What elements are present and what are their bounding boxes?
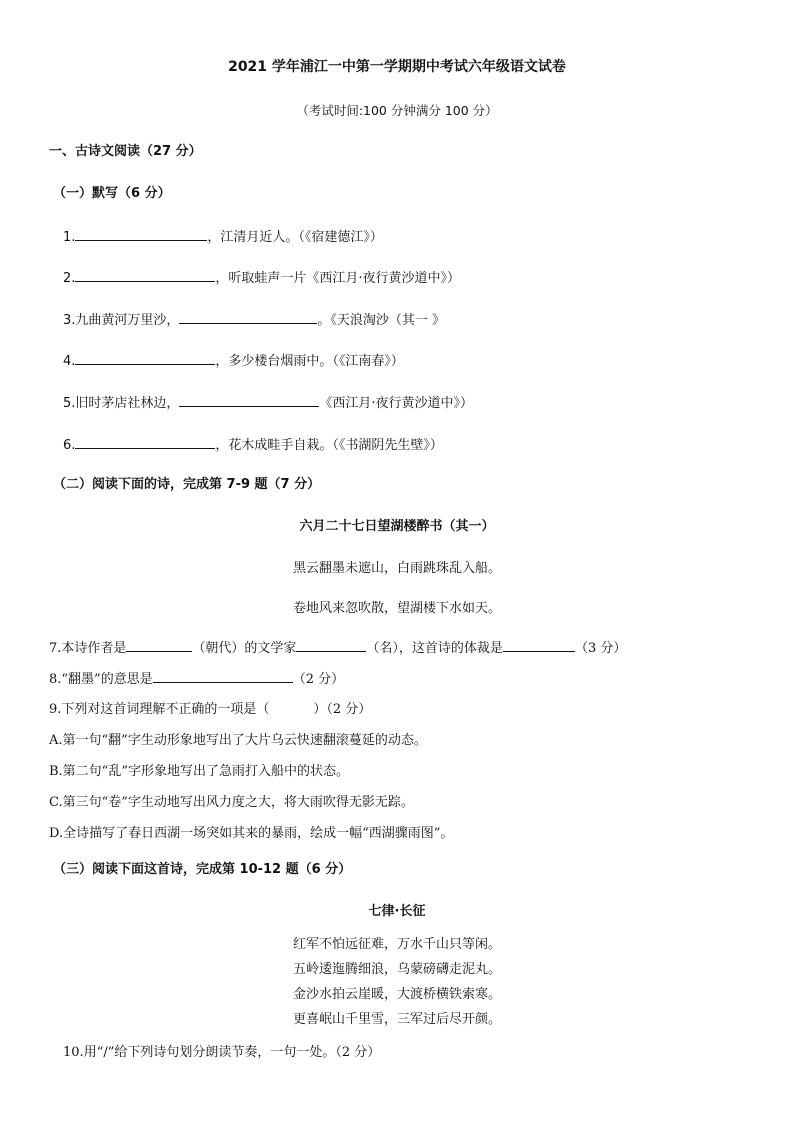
poem-line: 黑云翻墨未遮山，白雨跳珠乱入船。 — [292, 561, 501, 576]
question-10: 10.用“/”给下列诗句划分朗读节奏，一句一处。（2 分） — [63, 1045, 381, 1060]
question-9 — [49, 701, 371, 719]
poem-line: 红军不怕远征难，万水千山只等闲。 — [292, 937, 501, 952]
dictation-item-5 — [63, 393, 473, 413]
poem-title: 六月二十七日望湖楼醉书（其一） — [299, 519, 495, 534]
item-suffix: ，花木成畦手自栽。（《书湖阴先生壁》） — [215, 438, 443, 453]
author-blank[interactable] — [296, 638, 366, 652]
item-suffix: ，听取蛙声一片《西江月·夜行黄沙道中》） — [215, 271, 461, 286]
item-prefix: 4. — [63, 354, 76, 369]
meaning-blank[interactable] — [153, 669, 293, 683]
poem-line: 卷地风来忽吹散，望湖楼下水如天。 — [292, 601, 501, 616]
option-b: B.第二句“乱”字形象地写出了急雨打入船中的状态。 — [49, 764, 349, 779]
item-prefix: 3.九曲黄河万里沙， — [63, 313, 180, 328]
item-prefix: 2. — [63, 271, 76, 286]
dictation-item-1 — [63, 227, 383, 247]
dictation-item-6 — [63, 435, 443, 455]
answer-blank[interactable] — [179, 393, 319, 407]
poem-line: 五岭逶迤腾细浪，乌蒙磅礴走泥丸。 — [292, 962, 501, 977]
part2-heading: （二）阅读下面的诗，完成第 7-9 题（7 分） — [53, 477, 321, 492]
option-c: C.第三句“卷”字生动地写出风力度之大，将大雨吹得无影无踪。 — [49, 795, 414, 810]
poem-line: 金沙水拍云崖暖，大渡桥横铁索寒。 — [292, 987, 501, 1002]
option-a: A.第一句“翻”字生动形象地写出了大片乌云快速翻滚蔓延的动态。 — [49, 733, 427, 748]
dictation-item-3 — [63, 310, 445, 330]
item-suffix: 《西江月·夜行黄沙道中》） — [319, 396, 474, 411]
item-prefix: 1. — [63, 230, 76, 245]
page-title: 2021 学年浦江一中第一学期期中考试六年级语文试卷 — [228, 59, 566, 75]
q9-text-b: ）（2 分） — [313, 702, 372, 717]
part3-heading: （三）阅读下面这首诗，完成第 10-12 题（6 分） — [53, 862, 352, 877]
item-prefix: 5.旧时茅店社林边， — [63, 396, 180, 411]
q9-text-a: 9.下列对这首词理解不正确的一项是（ — [49, 702, 270, 717]
answer-blank[interactable] — [75, 227, 207, 241]
item-suffix: ，江清月近人。（《宿建德江》） — [207, 230, 383, 245]
question-8 — [49, 669, 344, 689]
dictation-item-2 — [63, 268, 460, 288]
item-prefix: 6. — [63, 438, 76, 453]
q8-text-a: 8.“翻墨”的意思是 — [49, 672, 153, 687]
dictation-item-4 — [63, 351, 404, 371]
answer-blank[interactable] — [75, 268, 215, 282]
answer-blank[interactable] — [179, 310, 317, 324]
genre-blank[interactable] — [503, 638, 575, 652]
option-d: D.全诗描写了春日西湖一场突如其来的暴雨，绘成一幅“西湖骤雨图”。 — [49, 826, 454, 841]
item-suffix: 。《天浪淘沙（其一 》 — [317, 313, 446, 328]
poem-line: 更喜岷山千里雪，三军过后尽开颜。 — [292, 1012, 501, 1027]
q7-text-b: （朝代）的文学家 — [192, 641, 297, 656]
question-7 — [49, 638, 626, 658]
exam-subtitle: （考试时间:100 分钟满分 100 分） — [296, 103, 498, 118]
answer-blank[interactable] — [75, 351, 215, 365]
answer-blank[interactable] — [75, 435, 215, 449]
section-heading: 一、古诗文阅读（27 分） — [49, 144, 202, 159]
q7-text-a: 7.本诗作者是 — [49, 641, 127, 656]
poem-title: 七律·长征 — [368, 904, 426, 919]
q7-text-d: （3 分） — [574, 641, 627, 656]
item-suffix: ，多少楼台烟雨中。（《江南春》） — [215, 354, 404, 369]
q8-text-b: （2 分） — [292, 672, 345, 687]
part1-heading: （一）默写（6 分） — [53, 186, 171, 201]
q7-text-c: （名），这首诗的体裁是 — [366, 641, 503, 656]
dynasty-blank[interactable] — [126, 638, 192, 652]
